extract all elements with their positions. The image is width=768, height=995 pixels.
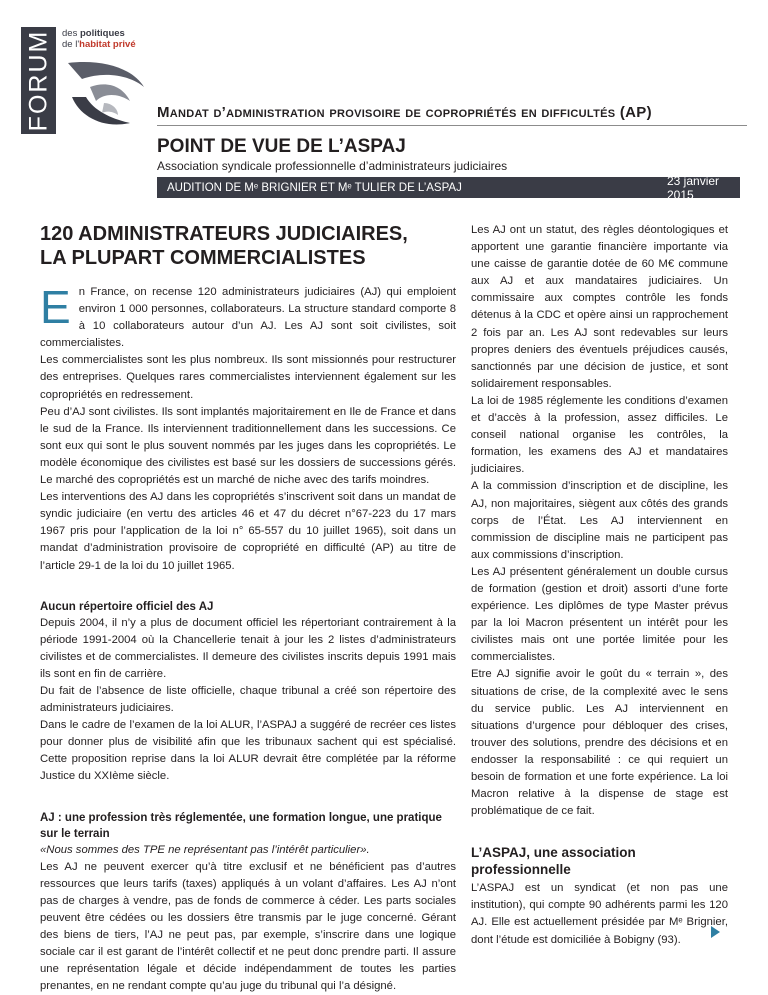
paragraph: Depuis 2004, il n’y a plus de document officiel les répertoriant contrairement à la période 1991-2004 où la Chancellerie tenait à jour les 2 listes d’administrateurs civilistes et de commercialistes. Il demeure des civilistes inscrits depuis 1991 mais ils sont en fin de carrière. — [40, 616, 456, 680]
logo-wordmark — [21, 27, 56, 134]
logo-tag-prefix: des — [62, 28, 78, 39]
logo-tag-bold: politiques — [79, 28, 125, 39]
section-heading-registry: Aucun répertoire officiel des AJ — [40, 600, 214, 613]
section-heading-aspaj: L’ASPAJ, une association professionnelle — [471, 845, 636, 878]
paragraph: L’ASPAJ est un syndicat (et non pas une institution), qui compte 90 adhérents parmi les 120 AJ. Elle est actuellement présidée par Mᵉ Brignier, dont l’étude est domiciliée à Bobigny (93). — [471, 882, 728, 946]
main-heading-line1: 120 ADMINISTRATEURS JUDICIAIRES, — [40, 223, 408, 245]
hearing-banner-text: AUDITION DE Mᵉ BRIGNIER ET Mᵉ TULIER DE L’ASPAJ — [167, 181, 462, 194]
paragraph: Les commercialistes sont les plus nombreux. Ils sont missionnés pour restructurer des entreprises. Quelques rares commercialistes interviennent également sur les copropriétés en redressement. — [40, 354, 456, 401]
main-heading — [40, 222, 456, 270]
paragraph: Peu d’AJ sont civilistes. Ils sont implantés majoritairement en Ile de France et dans le sud de la France. Ils interviennent traditionnellement dans les successions. Ce sont eux qui sont le plus souvent nommés par les juges dans les copropriétés. Le modèle économique des civilistes est basé sur les dossiers de successions gérés. Le marché des copropriétés est un marché de niche avec des tarifs moindres. — [40, 405, 456, 487]
intro-text: n France, on recense 120 administrateurs judiciaires (AJ) qui emploient environ 1 000 personnes, collaborateurs. La structure standard comporte 8 à 10 collaborateurs autour d’un AJ. Les AJ sont soit civilistes, soit commercialistes. — [40, 286, 456, 350]
document-title: Mandat d’administration provisoire de copropriétés en difficultés (AP) — [157, 104, 652, 121]
paragraph: Dans le cadre de l’examen de la loi ALUR, l’ASPAJ a suggéré de recréer ces listes pour donner plus de visibilité afin que les tribunaux sachent qui est spécialisé. Cette proposition reprise dans la loi ALUR devrait être complétée par la réforme Justice du XXIème siècle. — [40, 719, 456, 783]
paragraph: Les AJ présentent généralement un double cursus de formation (gestion et droit) assorti d’une forte expérience. Les diplômes de type Master prévus par la loi Macron présentent un intérêt pour les civilistes mais ont une portée limitée pour les commercialistes. — [471, 565, 728, 664]
paragraph: Les interventions des AJ dans les copropriétés s’inscrivent soit dans un mandat de syndic judiciaire (en vertu des articles 46 et 47 du décret n°67-223 du 17 mars 1967 pris pour l’application de la loi n° 65-557 du 10 juillet 1965), soit dans un mandat d’administration provisoire de copropriété en difficulté (AP) au titre de l’article 29-1 de la loi du 10 juillet 1965. — [40, 491, 456, 572]
logo-tagline — [62, 28, 136, 50]
main-heading-line2: LA PLUPART COMMERCIALISTES — [40, 247, 366, 269]
title-divider — [157, 125, 747, 126]
intro-paragraph — [40, 281, 456, 352]
paragraph: A la commission d’inscription et de discipline, les AJ, non majoritaires, siègent aux côtés des grands corps de l’État. Les AJ interviennent en commission de discipline mais ne participent pas aux commissions d’inscription. — [471, 480, 728, 561]
hearing-banner — [157, 177, 738, 198]
drop-cap: E — [40, 281, 71, 333]
left-column — [40, 222, 456, 995]
logo-tag-accent: habitat privé — [79, 39, 136, 50]
paragraph: Du fait de l’absence de liste officielle, chaque tribunal a créé son répertoire des administrateurs judiciaires. — [40, 684, 456, 715]
page-subtitle: POINT DE VUE DE L’ASPAJ — [157, 136, 406, 157]
date-text: 23 janvier 2015 — [667, 173, 720, 202]
logo-swirl-icon — [60, 57, 148, 133]
association-name: Association syndicale professionnelle d’administrateurs judiciaires — [157, 159, 508, 173]
quote: «Nous sommes des TPE ne représentant pas l’intérêt particulier». — [40, 843, 370, 856]
paragraph: Les AJ ont un statut, des règles déontologiques et apportent une garantie financière importante via une caisse de garantie dotée de 60 M€ commune aux AJ et aux mandataires judiciaires. Un commissaire aux comptes contrôle les fonds détenus à la CDC et opère ainsi un rapprochement 2 fois par an. Les AJ sont redevables sur leurs propres deniers des éventuels préjudices causés, sanctionnés par une décision de justice, et sont solidairement responsables. — [471, 224, 728, 390]
section-heading-profession: AJ : une profession très réglementée, une formation longue, une pratique sur le terrain — [40, 811, 442, 840]
right-column — [471, 222, 728, 949]
logo-tag-line2: de l' — [62, 39, 80, 50]
arrow-right-icon[interactable] — [711, 926, 720, 938]
logo-word: FORUM — [24, 29, 52, 132]
paragraph: La loi de 1985 réglemente les conditions d’examen et d’accès à la profession, assez difficiles. Le conseil national organise les contrôles, la formation, les examens des AJ et mandataires judiciaires. — [471, 394, 728, 476]
date-badge — [667, 173, 740, 202]
paragraph: Les AJ ne peuvent exercer qu’à titre exclusif et ne bénéficient pas d’autres ressources que leurs tarifs (taxes) appliqués à un volant d’affaires. Les AJ n’ont pas de charges à vendre, pas de fonds de commerce à céder. Les parts sociales peuvent être cédées ou les dossiers être transmis par le juge concerné. Gérant des biens de tiers, l’AJ ne peut pas, par exemple, s’inscrire dans une logique sociale car il est garant de l’intérêt collectif et ne peut donc prendre parti. Il assure une représentation légale et décide indépendamment de toutes les parties prenantes, en ne rendant compte qu’au juge du tribunal qui l’a désigné. — [40, 860, 456, 993]
paragraph: Etre AJ signifie avoir le goût du « terrain », des situations de crise, de la complexité avec le sens du service public. Les AJ interviennent en situations d’urgence pour débloquer des crises, trouver des solutions, prendre des décisions et en endosser la responsabilité : ce qui requiert un besoin de formation et une forte expérience. La loi Macron relative à la dispense de stage est problématique de ce fait. — [471, 668, 728, 818]
